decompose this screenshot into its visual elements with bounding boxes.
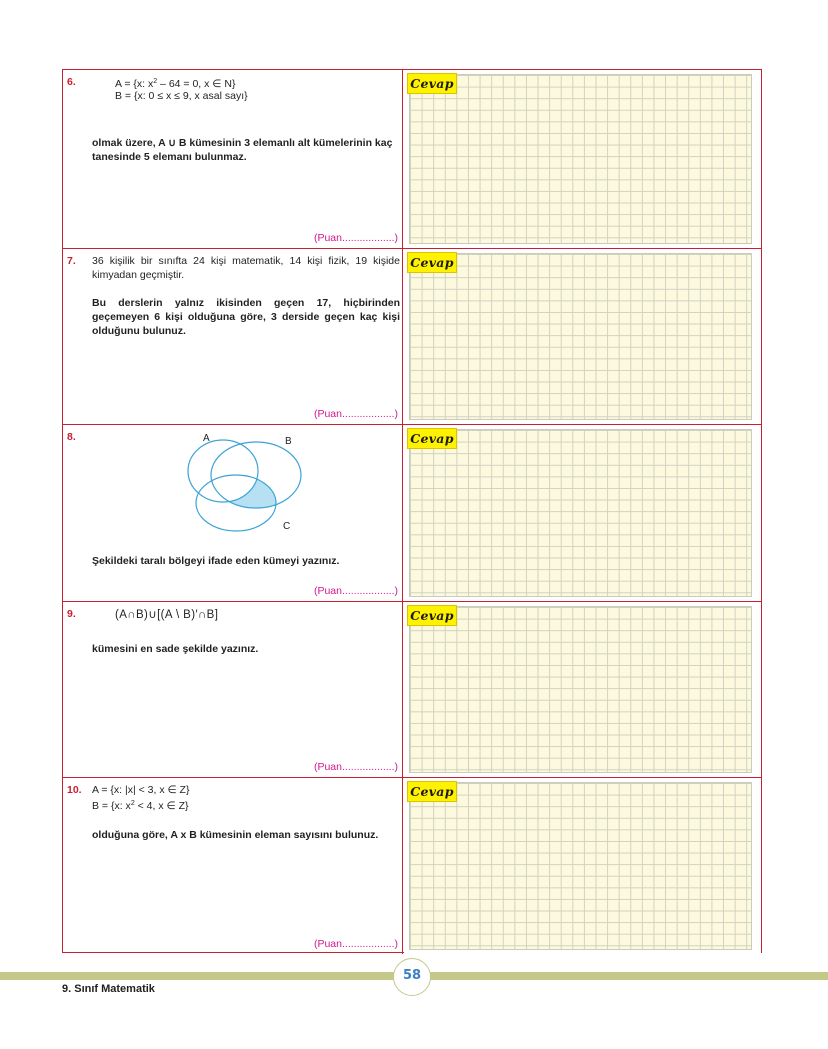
answer-grid[interactable] — [409, 429, 752, 597]
question-number: 9. — [67, 608, 76, 620]
set-expression: (A∩B)∪[(A \ B)′∩B] — [115, 609, 219, 621]
question-prompt: Şekildeki taralı bölgeyi ifade eden kümeyi yazınız. — [92, 555, 340, 567]
question-cell — [63, 70, 403, 248]
question-row-8 — [63, 425, 761, 602]
question-number: 6. — [67, 76, 76, 88]
points-field[interactable]: (Puan..................) — [313, 232, 398, 244]
cevap-label: Cevap — [407, 781, 457, 802]
set-definition-a: A = {x: $x^2 - 64 = 0$, x ∈ N} — [115, 78, 236, 90]
question-row-6 — [63, 70, 761, 249]
answer-grid[interactable] — [409, 606, 752, 773]
question-cell — [63, 778, 403, 954]
question-prompt: kümesini en sade şekilde yazınız. — [92, 643, 259, 655]
answer-area[interactable] — [404, 70, 761, 248]
cevap-label: Cevap — [407, 428, 457, 449]
question-prompt: Bu derslerin yalnız ikisinden geçen 17, hiçbirinden geçemeyen 6 kişi olduğuna göre, 3 derside geçen kaç kişi olduğunu bulunuz. — [92, 297, 400, 337]
answer-grid[interactable] — [409, 74, 752, 244]
question-row-9 — [63, 602, 761, 778]
venn-label-c: C — [283, 521, 291, 532]
book-title: 9. Sınıf Matematik — [62, 983, 155, 995]
set-definition-a: A = {x: |x| < 3, x ∈ Z} — [92, 784, 190, 796]
answer-area[interactable] — [404, 249, 761, 424]
answer-grid[interactable] — [409, 253, 752, 420]
points-field[interactable]: (Puan..................) — [313, 761, 398, 773]
venn-diagram — [178, 429, 308, 534]
question-number: 8. — [67, 431, 76, 443]
answer-area[interactable] — [404, 778, 761, 954]
question-cell — [63, 425, 403, 601]
question-number: 10. — [67, 784, 82, 796]
page-number-badge: 58 — [393, 958, 431, 996]
points-field[interactable]: (Puan..................) — [313, 408, 398, 420]
question-number: 7. — [67, 255, 76, 267]
venn-label-a: A — [203, 433, 210, 444]
set-definition-b: B = {x: 0 ≤ x ≤ 9, x asal sayı} — [115, 90, 248, 102]
question-row-7 — [63, 249, 761, 425]
question-intro: 36 kişilik bir sınıfta 24 kişi matematik, 14 kişi fizik, 19 kişide kimyadan geçmiştir. — [92, 255, 400, 281]
question-cell — [63, 602, 403, 777]
answer-area[interactable] — [404, 425, 761, 601]
question-sheet — [62, 69, 762, 953]
cevap-label: Cevap — [407, 252, 457, 273]
question-prompt: olduğuna göre, A x B kümesinin eleman sayısını bulunuz. — [92, 829, 379, 841]
points-field[interactable]: (Puan..................) — [313, 938, 398, 950]
set-definition-b: B = {x: $x^2 < 4$, x ∈ Z} — [92, 800, 189, 812]
cevap-label: Cevap — [407, 605, 457, 626]
cevap-label: Cevap — [407, 73, 457, 94]
points-field[interactable]: (Puan..................) — [313, 585, 398, 597]
answer-grid[interactable] — [409, 782, 752, 950]
venn-label-b: B — [285, 436, 292, 447]
question-prompt: olmak üzere, A ∪ B kümesinin 3 elemanlı alt kümelerinin kaç tanesinde 5 elemanı bulunmaz. — [92, 137, 393, 163]
question-cell — [63, 249, 403, 424]
answer-area[interactable] — [404, 602, 761, 777]
question-row-10 — [63, 778, 761, 954]
